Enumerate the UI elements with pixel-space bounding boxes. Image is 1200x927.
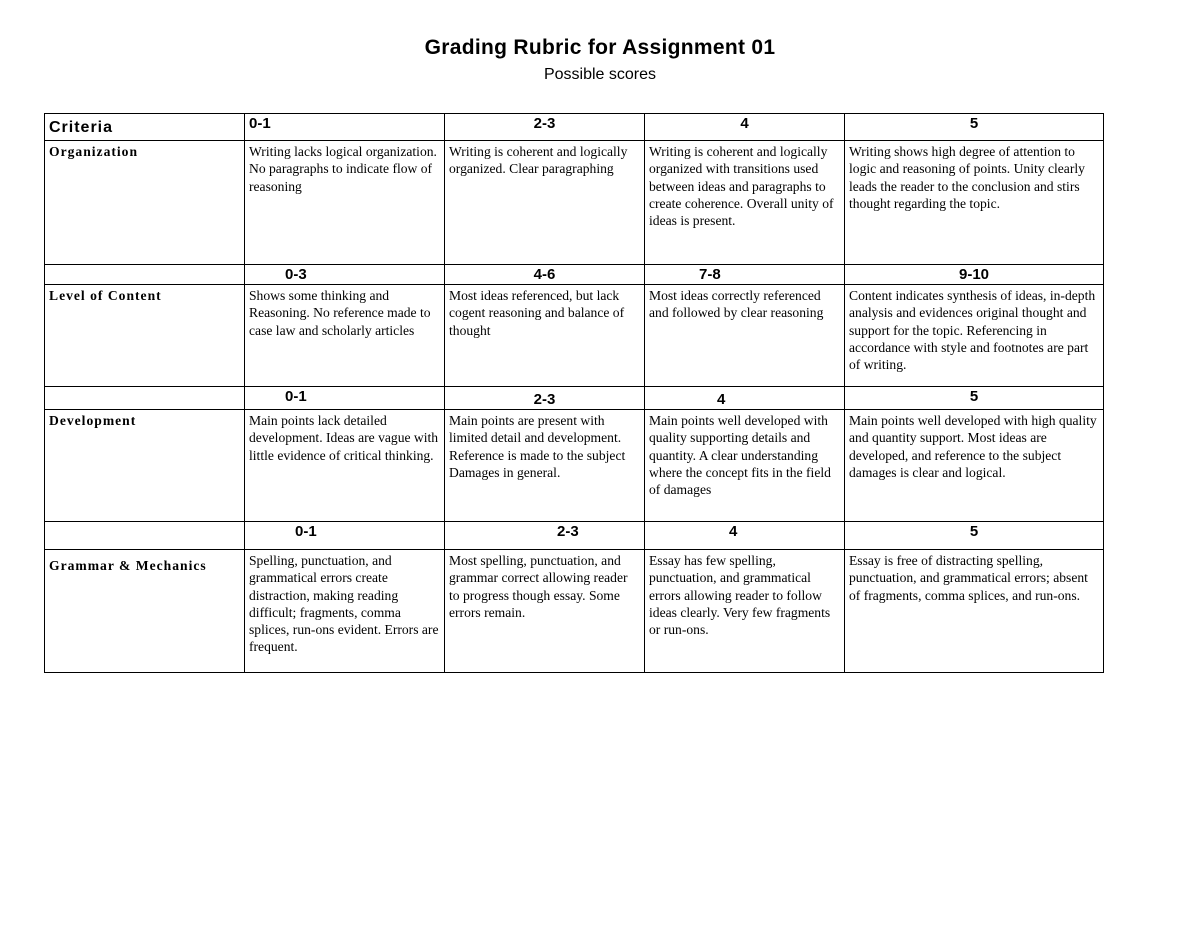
empty-cell	[45, 387, 245, 410]
score-row	[45, 522, 1104, 550]
description-cell: Writing is coherent and logically organized with transitions used between ideas and paragraphs to create coherence. Overall unity of ideas is present.	[645, 141, 845, 265]
description-cell: Writing lacks logical organization. No paragraphs to indicate flow of reasoning	[245, 141, 445, 265]
score-cell: 5	[845, 522, 1104, 550]
score-cell: 2-3	[445, 387, 645, 410]
criterion-name: Organization	[45, 141, 245, 265]
score-cell: 4	[645, 387, 845, 410]
description-cell: Most ideas correctly referenced and followed by clear reasoning	[645, 285, 845, 387]
description-cell: Main points are present with limited detail and development. Reference is made to the subject Damages in general.	[445, 410, 645, 522]
criterion-name: Grammar & Mechanics	[45, 550, 245, 673]
description-cell: Main points well developed with quality supporting details and quantity. A clear understanding where the concept fits in the field of damages	[645, 410, 845, 522]
rubric-table	[44, 113, 1104, 673]
description-cell: Most ideas referenced, but lack cogent reasoning and balance of thought	[445, 285, 645, 387]
description-cell: Spelling, punctuation, and grammatical errors create distraction, making reading difficult; fragments, comma splices, run-ons evident. Errors are frequent.	[245, 550, 445, 673]
score-cell: 0-1	[245, 114, 445, 141]
description-cell: Writing shows high degree of attention to logic and reasoning of points. Unity clearly leads the reader to the conclusion and stirs thought regarding the topic.	[845, 141, 1104, 265]
empty-cell	[45, 265, 245, 285]
criterion-row	[45, 141, 1104, 265]
description-cell: Essay has few spelling, punctuation, and grammatical errors allowing reader to follow ideas clearly. Very few fragments or run-ons.	[645, 550, 845, 673]
score-cell: 9-10	[845, 265, 1104, 285]
criterion-name: Level of Content	[45, 285, 245, 387]
score-cell: 0-1	[245, 387, 445, 410]
description-cell: Essay is free of distracting spelling, punctuation, and grammatical errors; absent of fragments, comma splices, and run-ons.	[845, 550, 1104, 673]
description-cell: Writing is coherent and logically organized. Clear paragraphing	[445, 141, 645, 265]
score-row	[45, 387, 1104, 410]
description-cell: Content indicates synthesis of ideas, in-depth analysis and evidences original thought and support for the topic. Referencing in accordance with style and footnotes are part of writing.	[845, 285, 1104, 387]
score-cell: 5	[845, 114, 1104, 141]
score-cell: 4	[645, 522, 845, 550]
score-cell: 0-1	[245, 522, 445, 550]
description-cell: Main points well developed with high quality and quantity support. Most ideas are developed, and reference to the subject damages is clear and logical.	[845, 410, 1104, 522]
description-cell: Most spelling, punctuation, and grammar correct allowing reader to progress though essay. Some errors remain.	[445, 550, 645, 673]
score-row	[45, 114, 1104, 141]
criterion-row	[45, 285, 1104, 387]
description-cell: Shows some thinking and Reasoning. No reference made to case law and scholarly articles	[245, 285, 445, 387]
page-title: Grading Rubric for Assignment 01	[424, 36, 776, 59]
score-cell: 0-3	[245, 265, 445, 285]
criterion-name: Development	[45, 410, 245, 522]
page-subtitle: Possible scores	[543, 66, 657, 83]
score-cell: 4-6	[445, 265, 645, 285]
score-cell: 2-3	[445, 114, 645, 141]
criteria-header: Criteria	[45, 114, 245, 141]
score-cell: 4	[645, 114, 845, 141]
description-cell: Main points lack detailed development. Ideas are vague with little evidence of critical thinking.	[245, 410, 445, 522]
criterion-row	[45, 410, 1104, 522]
score-cell: 2-3	[445, 522, 645, 550]
score-cell: 5	[845, 387, 1104, 410]
empty-cell	[45, 522, 245, 550]
criterion-row	[45, 550, 1104, 673]
score-row	[45, 265, 1104, 285]
score-cell: 7-8	[645, 265, 845, 285]
